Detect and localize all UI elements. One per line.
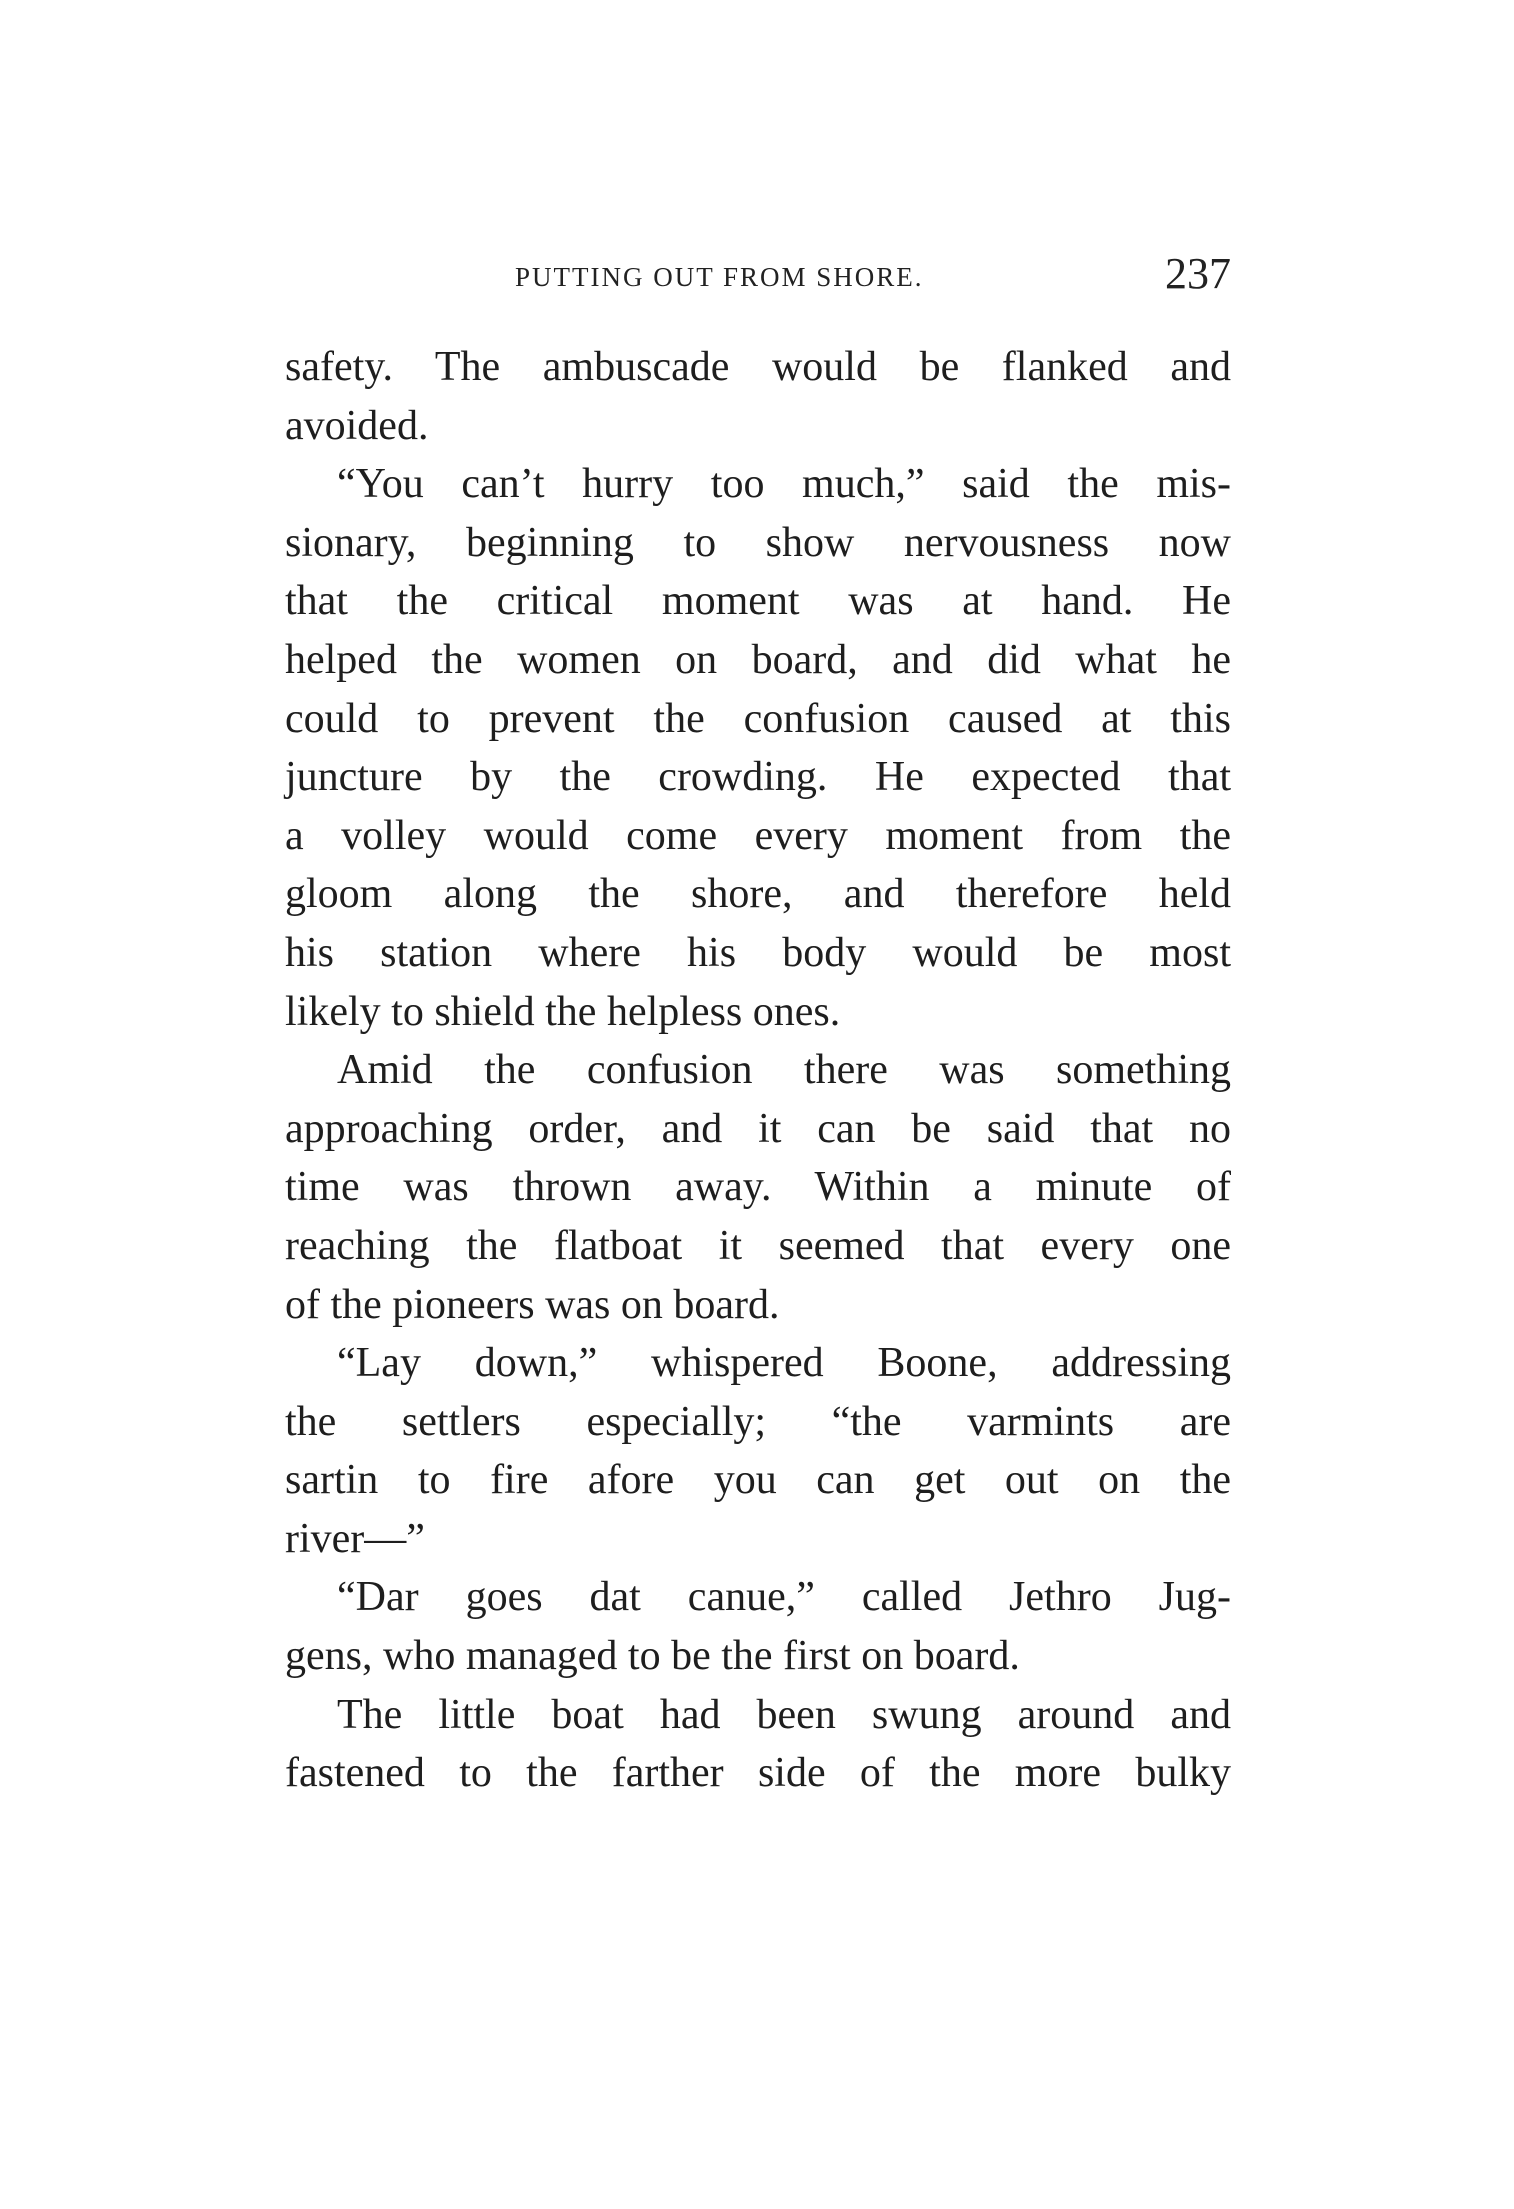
text-line: fastened to the farther side of the more bulky bbox=[285, 1750, 1231, 1797]
text-line: reaching the flatboat it seemed that every one bbox=[285, 1222, 1231, 1269]
text-line: likely to shield the helpless ones. bbox=[285, 988, 841, 1035]
text-line: sartin to fire afore you can get out on the bbox=[285, 1457, 1231, 1504]
text-line: his station where his body would be most bbox=[285, 929, 1231, 976]
text-line: the settlers especially; “the varmints are bbox=[285, 1398, 1231, 1445]
text-line: “Lay down,” whispered Boone, addressing bbox=[337, 1340, 1231, 1387]
running-title: PUTTING OUT FROM SHORE. bbox=[515, 262, 924, 292]
running-head bbox=[285, 248, 1231, 308]
text-line: avoided. bbox=[285, 402, 429, 449]
text-line: The little boat had been swung around and bbox=[337, 1691, 1231, 1738]
text-line: time was thrown away. Within a minute of bbox=[285, 1164, 1231, 1211]
text-line: river—” bbox=[285, 1515, 425, 1562]
text-line: gens, who managed to be the first on board. bbox=[285, 1633, 1020, 1680]
text-line: a volley would come every moment from the bbox=[285, 812, 1231, 859]
text-line: gloom along the shore, and therefore held bbox=[285, 871, 1231, 918]
text-line: “You can’t hurry too much,” said the mis- bbox=[337, 461, 1231, 508]
text-line: of the pioneers was on board. bbox=[285, 1281, 780, 1328]
text-line: “Dar goes dat canue,” called Jethro Jug- bbox=[337, 1574, 1231, 1621]
text-line: that the critical moment was at hand. He bbox=[285, 578, 1231, 625]
text-line: Amid the confusion there was something bbox=[337, 1047, 1231, 1094]
text-line: sionary, beginning to show nervousness now bbox=[285, 519, 1231, 566]
page-number: 237 bbox=[1165, 249, 1231, 298]
text-line: helped the women on board, and did what he bbox=[285, 636, 1231, 683]
text-line: safety. The ambuscade would be flanked and bbox=[285, 344, 1231, 390]
text-line: could to prevent the confusion caused at this bbox=[285, 695, 1231, 742]
text-line: approaching order, and it can be said that no bbox=[285, 1105, 1231, 1152]
text-line: juncture by the crowding. He expected that bbox=[285, 754, 1231, 801]
body-text bbox=[285, 338, 1231, 1803]
